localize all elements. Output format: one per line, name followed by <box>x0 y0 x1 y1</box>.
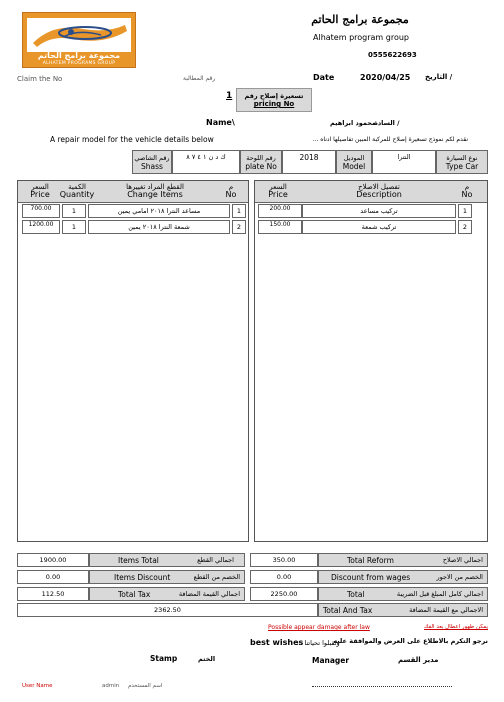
parts-row-2-price <box>22 220 60 234</box>
parts-row-1-qty-text: 1 <box>71 207 77 215</box>
intro-ar: نقدم لكم نموذج تسعيرة إصلاح للمركبة المبين تفاصيلها ادناه ... <box>312 136 468 143</box>
total-tax-en: Total Tax <box>118 589 151 599</box>
vehicle-model-en: Model <box>342 161 366 171</box>
discount-wages-label <box>318 570 488 584</box>
stamp-label-ar: الختم <box>198 655 216 663</box>
items-discount-value <box>17 570 89 584</box>
repair-price-ar: السعر <box>269 183 287 191</box>
discount-wages-value <box>250 570 318 584</box>
grand-total-en: Total And Tax <box>323 605 373 615</box>
signature-line <box>312 686 452 687</box>
manager-label-ar: مدير القسم <box>398 656 439 664</box>
vehicle-shass-header <box>132 150 172 174</box>
parts-table <box>17 180 249 542</box>
vehicle-model-ar: الموديل <box>343 153 365 162</box>
claim-label-en: Claim the No <box>17 75 63 83</box>
parts-items-ar: القطع المراد تغييرها <box>126 183 184 191</box>
vehicle-plate-header <box>240 150 282 174</box>
total-reform-value-text: 350.00 <box>272 556 296 564</box>
total-before-tax-label <box>318 587 488 601</box>
items-total-label <box>89 553 245 567</box>
parts-row-2-item <box>88 220 230 234</box>
total-reform-value <box>250 553 318 567</box>
vehicle-shass-en: Shass <box>141 161 163 171</box>
repair-no-header <box>452 183 482 199</box>
date-value: 2020/04/25 <box>360 73 411 82</box>
total-reform-en: Total Reform <box>347 555 394 565</box>
repair-desc-en: Description <box>356 190 402 199</box>
logo-text-ar: مجموعة برامج الحاتم <box>37 51 121 60</box>
parts-row-1-item-text: مساعد النترا ٢٠١٨ امامي يمين <box>117 207 201 215</box>
repair-row-2-price-text: 150.00 <box>269 221 291 228</box>
grand-total-ar: الاجمالي مع القيمة المضافة <box>409 606 483 614</box>
name-value: محمود ابراهيم <box>330 119 376 127</box>
damage-note-en: Possible appear damage after law <box>268 624 370 631</box>
repair-row-1-price-text: 200.00 <box>269 205 291 212</box>
parts-row-1-no <box>232 204 246 218</box>
user-label-ar: اسم المستخدم <box>128 683 163 689</box>
items-discount-ar: الخصم من القطع <box>193 573 240 581</box>
vehicle-make-value <box>372 150 436 174</box>
vehicle-type-header <box>436 150 488 174</box>
repair-row-2-price <box>258 220 302 234</box>
repair-table <box>254 180 488 542</box>
date-label-ar: / التاريخ <box>425 73 453 81</box>
car-logo-icon <box>23 15 135 55</box>
parts-items-en: Change Items <box>127 190 183 199</box>
items-total-en: Items Total <box>118 555 159 565</box>
total-reform-label <box>318 553 488 567</box>
parts-qty-en: Quantity <box>59 190 95 199</box>
company-name-ar: مجموعة برامج الحاتم <box>311 13 409 26</box>
parts-row-1-price <box>22 204 60 218</box>
vehicle-type-en: Type Car <box>445 161 479 171</box>
parts-price-header <box>22 183 58 199</box>
parts-price-en: Price <box>30 190 50 199</box>
discount-wages-en: Discount from wages <box>331 572 411 582</box>
discount-wages-ar: الخصم من الاجور <box>436 573 483 581</box>
parts-row-2-no <box>232 220 246 234</box>
pricing-title-ar: تسعيرة إصلاح رقم <box>244 92 304 100</box>
regards-ar: وتقبلوا تحياتنا ،،، <box>296 639 340 647</box>
repair-desc-header <box>306 183 452 199</box>
parts-no-header <box>216 183 246 199</box>
total-before-tax-ar: اجمالي كامل المبلغ قبل الضريبة <box>396 590 483 598</box>
claim-label-ar: رقم المطالبة <box>183 75 216 82</box>
items-discount-value-text: 0.00 <box>45 573 61 581</box>
vehicle-plate-ar: رقم اللوحة <box>246 153 276 162</box>
parts-no-en: No <box>225 190 237 199</box>
repair-row-2-no-text: 2 <box>462 223 468 231</box>
logo-text-en: ALHATEM PROGRAMS GROUP <box>42 61 116 66</box>
parts-items-header <box>96 183 214 199</box>
repair-row-1-price <box>258 204 302 218</box>
parts-row-1-item <box>88 204 230 218</box>
repair-row-2-desc-text: تركيب شمعة <box>361 223 397 231</box>
vehicle-type-ar: نوع السيارة <box>446 153 478 162</box>
repair-row-1-desc-text: تركيب مساعد <box>360 207 398 215</box>
parts-row-2-item-text: شمعة النترا ٢٠١٨ يمين <box>128 223 190 231</box>
vehicle-make-text: النترا <box>397 153 411 161</box>
repair-row-1-no <box>458 204 472 218</box>
items-total-ar: اجمالي القطع <box>197 556 234 564</box>
items-total-value-text: 1900.00 <box>39 556 67 564</box>
items-total-value <box>17 553 89 567</box>
repair-row-2-desc <box>302 220 456 234</box>
parts-qty-ar: الكمية <box>68 183 86 191</box>
stamp-label-en: Stamp <box>150 654 178 663</box>
grand-total-label <box>318 603 488 617</box>
parts-row-2-qty-text: 1 <box>71 223 77 231</box>
company-name-en: Alhatem program group <box>313 33 409 42</box>
pricing-title-box <box>236 88 312 112</box>
total-tax-value-text: 112.50 <box>41 590 65 598</box>
repair-no-ar: م <box>464 183 470 191</box>
user-value: admin <box>102 683 120 689</box>
company-logo <box>22 12 136 68</box>
discount-wages-value-text: 0.00 <box>276 573 292 581</box>
items-discount-en: Items Discount <box>114 572 171 582</box>
offer-note-ar: نرجو التكرم بالاطلاع على العرض والموافقة عليه <box>333 637 488 645</box>
vehicle-model-header <box>336 150 372 174</box>
parts-row-1-qty <box>62 204 86 218</box>
total-tax-value <box>17 587 89 601</box>
vehicle-plate-text: ك د ن ١ ٤ ٧ ٨ <box>186 153 226 161</box>
parts-row-1-price-text: 700.00 <box>30 205 52 212</box>
repair-row-1-desc <box>302 204 456 218</box>
vehicle-plate-en: plate No <box>245 161 277 171</box>
manager-label-en: Manager <box>312 656 350 665</box>
repair-price-en: Price <box>268 190 288 199</box>
items-discount-label <box>89 570 245 584</box>
grand-total-value-text: 2362.50 <box>154 606 181 614</box>
repair-row-1-no-text: 1 <box>462 207 468 215</box>
company-phone: 0555622693 <box>368 51 417 59</box>
parts-row-2-qty <box>62 220 86 234</box>
grand-total-value <box>17 603 318 617</box>
parts-qty-header <box>58 183 96 199</box>
name-label-ar: / السادة <box>374 119 400 127</box>
parts-row-2-price-text: 1200.00 <box>28 221 54 228</box>
vehicle-plate-value <box>172 150 240 174</box>
user-label-en: User Name <box>22 683 53 689</box>
total-tax-ar: اجمالي القيمة المضافة <box>178 590 240 598</box>
parts-price-ar: السعر <box>31 183 49 191</box>
date-label-en: Date <box>313 73 335 82</box>
vehicle-model-text: 2018 <box>299 153 319 162</box>
vehicle-shass-ar: رقم الشاصي <box>134 153 170 162</box>
pricing-number: 1 <box>226 91 233 101</box>
parts-no-ar: م <box>228 183 234 191</box>
repair-no-en: No <box>461 190 473 199</box>
damage-note-ar: يمكن ظهور اعطال بعد الفك <box>423 624 488 630</box>
total-tax-label <box>89 587 245 601</box>
intro-en: A repair model for the vehicle details below <box>50 135 214 144</box>
total-reform-ar: اجمالي الاصلاح <box>442 556 483 564</box>
total-before-tax-value <box>250 587 318 601</box>
parts-row-2-no-text: 2 <box>236 223 242 231</box>
best-wishes: best wishes <box>250 638 304 647</box>
total-before-tax-en: Total <box>347 589 365 599</box>
name-label-en: Name\ <box>206 118 235 127</box>
repair-price-header <box>258 183 298 199</box>
repair-row-2-no <box>458 220 472 234</box>
vehicle-model-value <box>282 150 336 174</box>
parts-row-1-no-text: 1 <box>236 207 242 215</box>
total-before-tax-value-text: 2250.00 <box>270 590 298 598</box>
repair-desc-ar: تفصيل الاصلاح <box>358 183 400 191</box>
pricing-title-en: pricing No <box>253 100 295 108</box>
